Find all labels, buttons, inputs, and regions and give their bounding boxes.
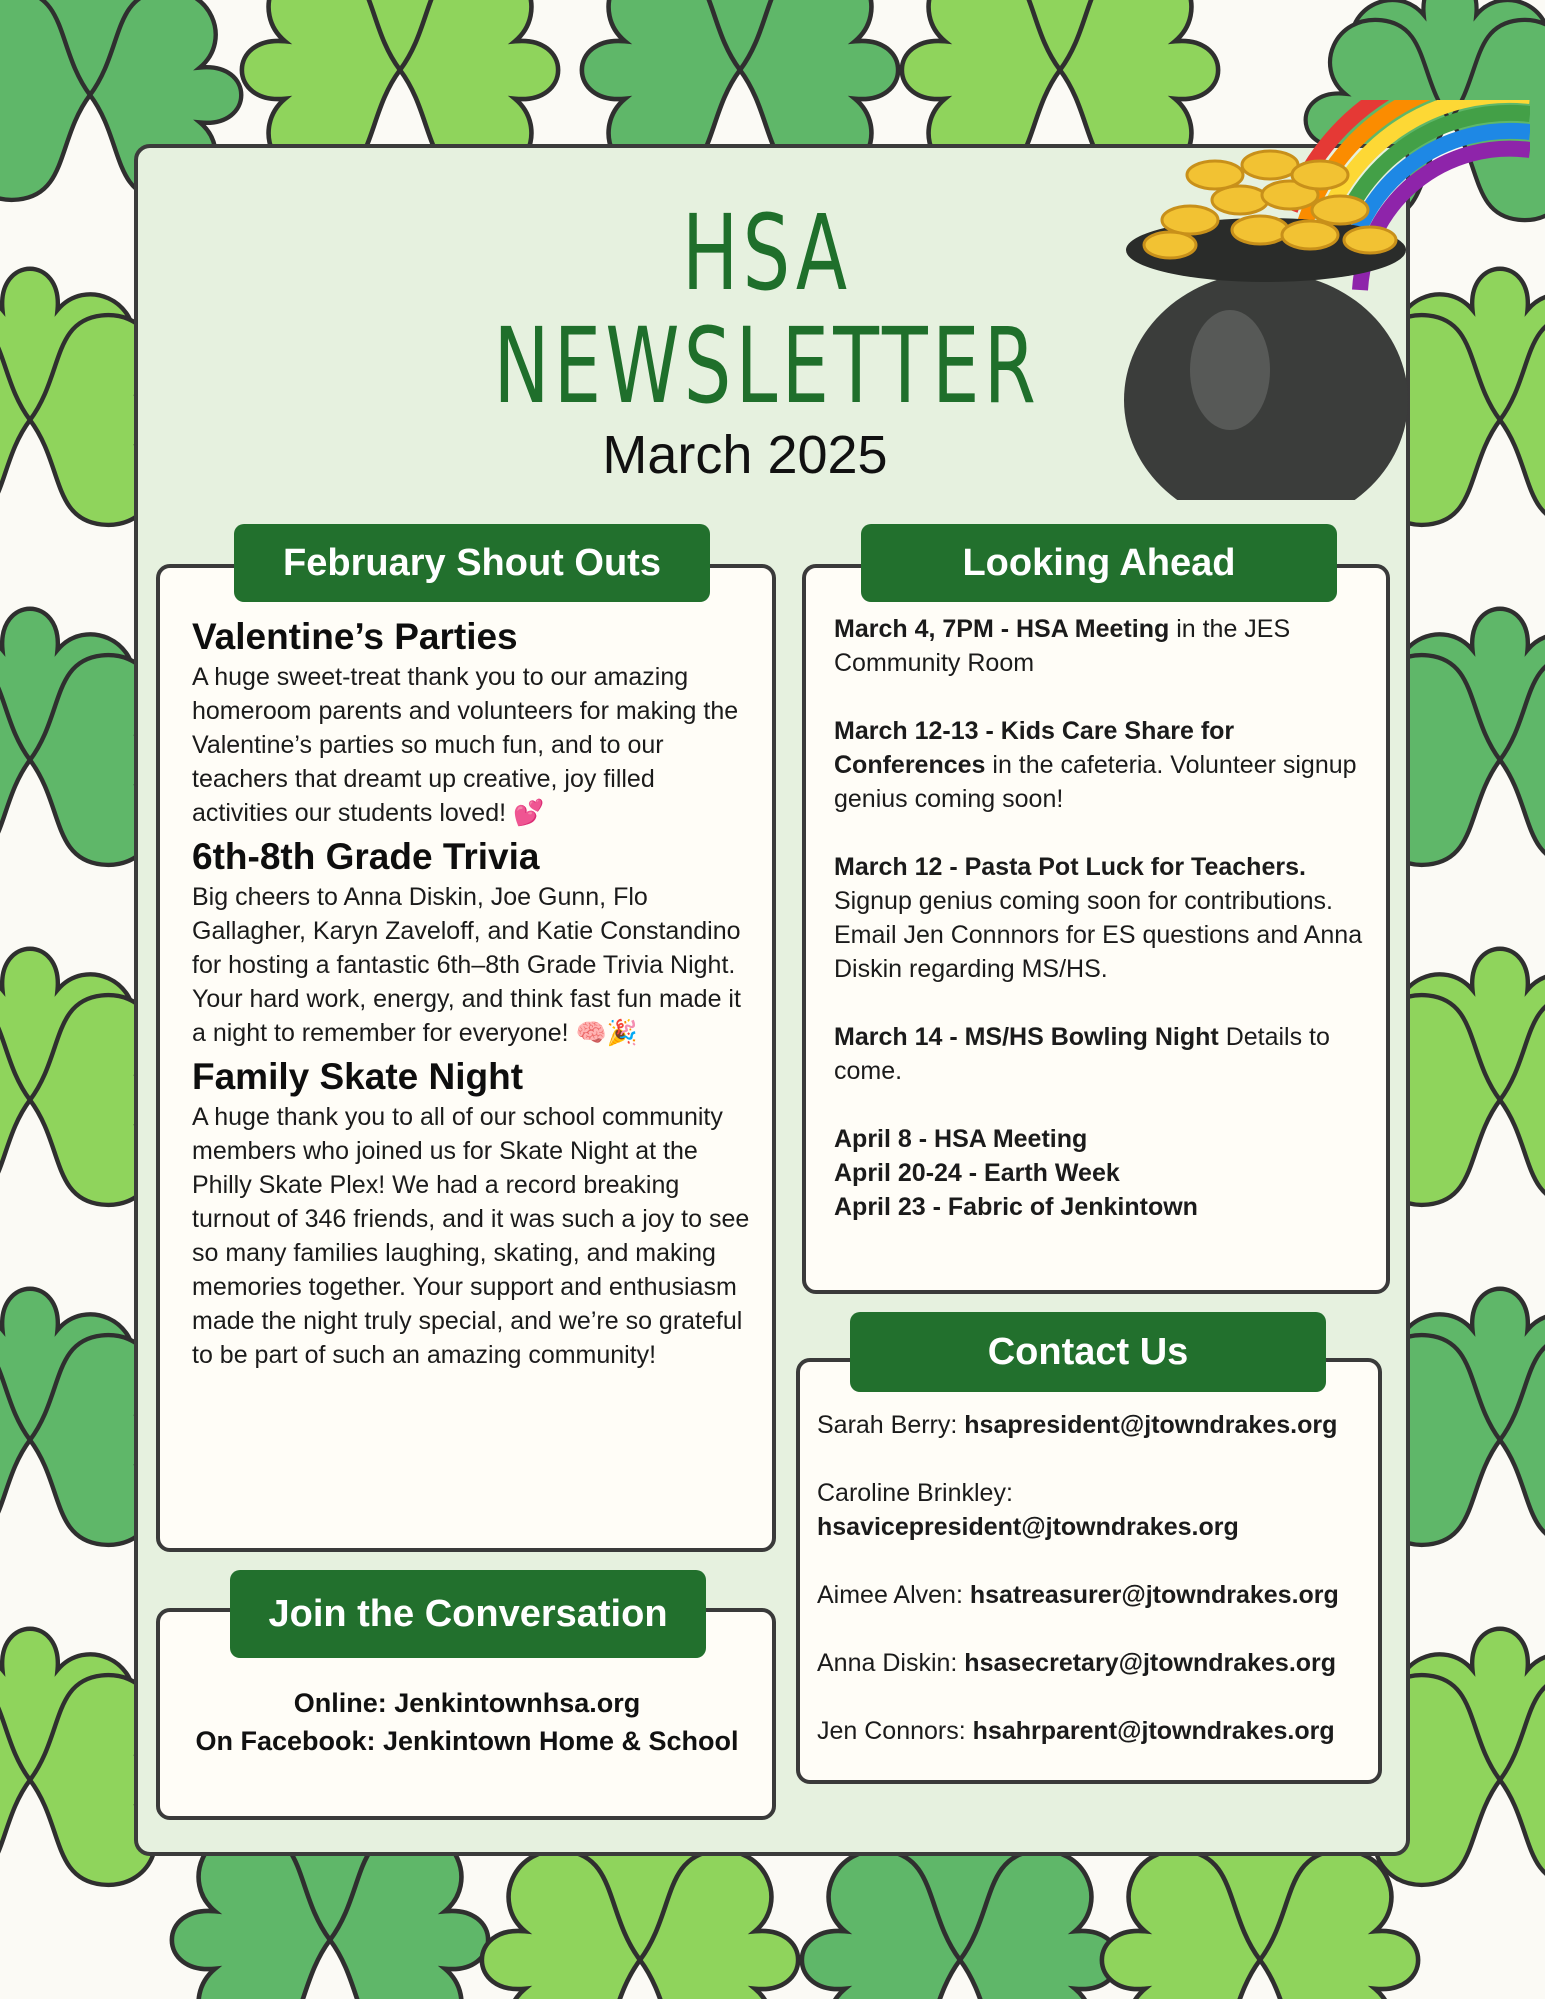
events-list — [834, 612, 1374, 1224]
contact-list — [817, 1408, 1377, 1782]
event-item: April 8 - HSA Meeting — [834, 1125, 1088, 1153]
email-link[interactable]: hsatreasurer@jtowndrakes.org — [969, 1581, 1339, 1609]
shout-outs-heading: February Shout Outs — [234, 524, 710, 602]
contact-item: Sarah Berry: hsapresident@jtowndrakes.org — [817, 1411, 1338, 1439]
item-text-trivia: Big cheers to Anna Diskin, Joe Gunn, Flo Gallagher, Karyn Zaveloff, and Katie Constandino for hosting a fantastic 6th–8th Grade Trivia Night. Your hard work, energy, and think fast fun made it a night to remember for everyone! 🧠🎉 — [192, 883, 741, 1047]
contact-item: Caroline Brinkley: hsavicepresident@jtowndrakes.org — [817, 1479, 1239, 1541]
email-link[interactable]: hsasecretary@jtowndrakes.org — [964, 1649, 1337, 1677]
contact-item: Jen Connors: hsahrparent@jtowndrakes.org — [817, 1717, 1335, 1745]
item-text-valentines: A huge sweet-treat thank you to our amazing homeroom parents and volunteers for making the Valentine’s parties so much fun, and to our teachers that dreamt up creative, joy filled activities our students loved! 💕 — [192, 663, 739, 827]
contact-item: Aimee Alven: hsatreasurer@jtowndrakes.org — [817, 1581, 1339, 1609]
item-title-valentines: Valentine’s Parties — [192, 616, 518, 657]
contact-heading: Contact Us — [850, 1312, 1326, 1392]
event-item: March 4, 7PM - HSA Meeting in the JES Community Room — [834, 615, 1291, 677]
email-link[interactable]: hsahrparent@jtowndrakes.org — [972, 1717, 1335, 1745]
looking-ahead-heading: Looking Ahead — [861, 524, 1337, 602]
item-title-skate: Family Skate Night — [192, 1056, 524, 1097]
email-link[interactable]: hsavicepresident@jtowndrakes.org — [817, 1513, 1239, 1541]
join-facebook[interactable]: On Facebook: Jenkintown Home & School — [195, 1726, 739, 1756]
contact-item: Anna Diskin: hsasecretary@jtowndrakes.org — [817, 1649, 1337, 1677]
join-heading: Join the Conversation — [230, 1570, 706, 1658]
event-item: April 20-24 - Earth Week — [834, 1159, 1120, 1187]
issue-date: March 2025 — [602, 425, 888, 485]
title-hsa: HSA — [682, 192, 852, 314]
item-text-skate: A huge thank you to all of our school community members who joined us for Skate Night at the Philly Skate Plex! We had a record breaking turnout of 346 friends, and it was such a joy to see so many families laughing, skating, and making memories together. Your support and enthusiasm made the night truly special, and we’re so grateful to be part of such an amazing community! — [192, 1103, 750, 1369]
item-title-trivia: 6th-8th Grade Trivia — [192, 836, 540, 877]
event-item: March 14 - MS/HS Bowling Night Details to come. — [834, 1023, 1330, 1085]
event-item: April 23 - Fabric of Jenkintown — [834, 1193, 1198, 1221]
email-link[interactable]: hsapresident@jtowndrakes.org — [964, 1411, 1338, 1439]
title-newsletter: NEWSLETTER — [493, 305, 1041, 427]
join-online[interactable]: Online: Jenkintownhsa.org — [293, 1688, 641, 1718]
event-item: March 12-13 - Kids Care Share for Conferences in the cafeteria. Volunteer signup genius coming soon! — [834, 717, 1357, 813]
event-item: March 12 - Pasta Pot Luck for Teachers. Signup genius coming soon for contributions. Email Jen Connnors for ES questions and Anna Diskin regarding MS/HS. — [834, 853, 1363, 983]
shout-outs-content — [192, 614, 752, 1376]
